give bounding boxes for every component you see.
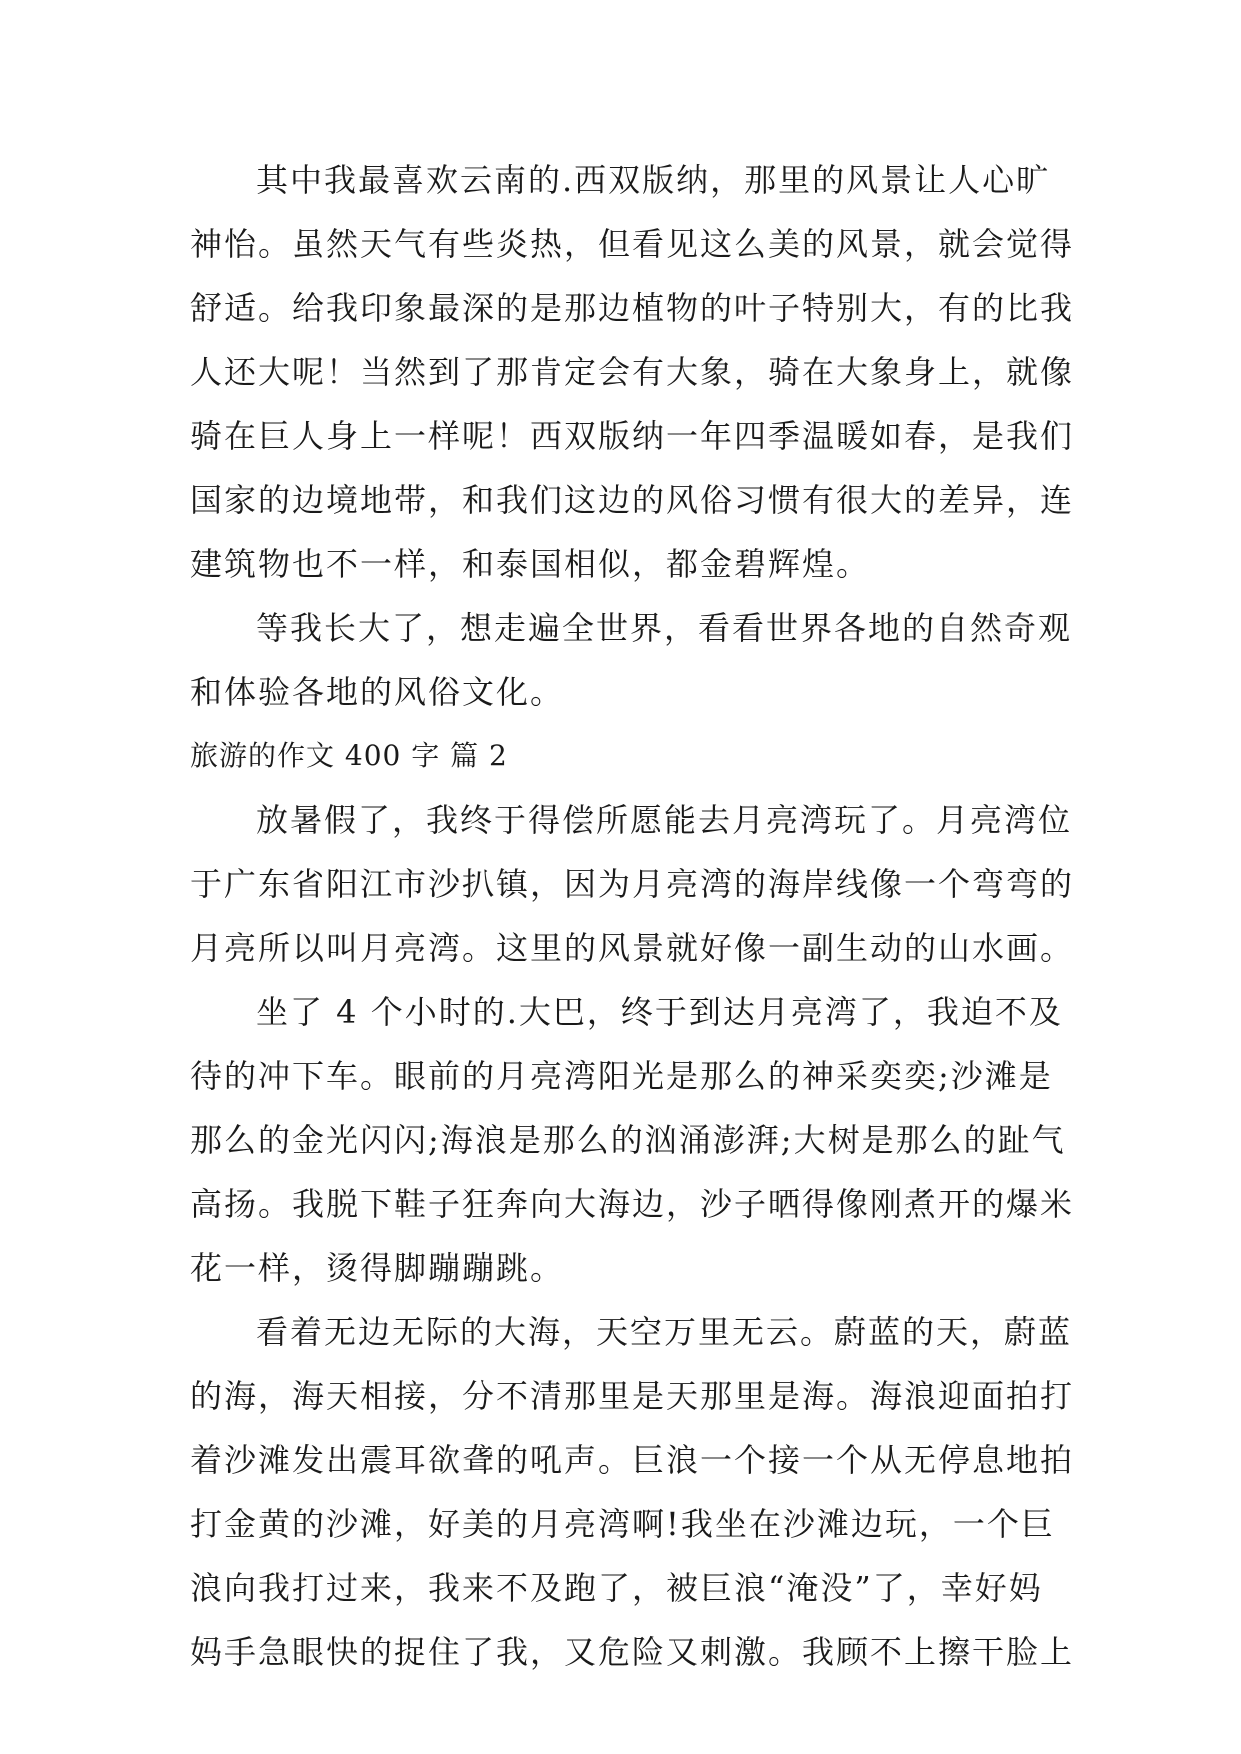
paragraph-line: 人还大呢！当然到了那肯定会有大象，骑在大象身上，就像: [190, 353, 1075, 391]
paragraph-line: 妈手急眼快的捉住了我，又危险又刺激。我顾不上擦干脸上: [190, 1633, 1075, 1671]
paragraph-line: 月亮所以叫月亮湾。这里的风景就好像一副生动的山水画。: [190, 929, 1075, 967]
paragraph-line: 高扬。我脱下鞋子狂奔向大海边，沙子晒得像刚煮开的爆米: [190, 1185, 1075, 1223]
paragraph-line: 打金黄的沙滩，好美的月亮湾啊!我坐在沙滩边玩，一个巨: [190, 1505, 1055, 1543]
paragraph-line: 骑在巨人身上一样呢！西双版纳一年四季温暖如春，是我们: [190, 417, 1075, 455]
paragraph-line: 的海，海天相接，分不清那里是天那里是海。海浪迎面拍打: [190, 1377, 1075, 1415]
paragraph-line: 花一样，烫得脚蹦蹦跳。: [190, 1249, 565, 1287]
paragraph-line: 着沙滩发出震耳欲聋的吼声。巨浪一个接一个从无停息地拍: [190, 1441, 1075, 1479]
paragraph-line: 神怡。虽然天气有些炎热，但看见这么美的风景，就会觉得: [190, 225, 1075, 263]
paragraph-line: 坐了 4 个小时的.大巴，终于到达月亮湾了，我迫不及: [256, 993, 1063, 1031]
paragraph-line: 等我长大了，想走遍全世界，看看世界各地的自然奇观: [256, 609, 1073, 647]
paragraph-line: 其中我最喜欢云南的.西双版纳，那里的风景让人心旷: [256, 161, 1051, 199]
section-heading: 旅游的作文 400 字 篇 2: [190, 739, 508, 772]
paragraph-line: 看着无边无际的大海，天空万里无云。蔚蓝的天，蔚蓝: [256, 1313, 1073, 1351]
document-body: [190, 148, 1075, 1684]
paragraph-line: 建筑物也不一样，和泰国相似，都金碧辉煌。: [190, 545, 871, 583]
paragraph-line: 国家的边境地带，和我们这边的风俗习惯有很大的差异，连: [190, 481, 1075, 519]
paragraph-line: 浪向我打过来，我来不及跑了，被巨浪“淹没”了，幸好妈: [190, 1569, 1043, 1607]
paragraph-line: 待的冲下车。眼前的月亮湾阳光是那么的神采奕奕;沙滩是: [190, 1057, 1053, 1095]
paragraph-line: 那么的金光闪闪;海浪是那么的汹涌澎湃;大树是那么的趾气: [190, 1121, 1066, 1159]
paragraph-line: 于广东省阳江市沙扒镇，因为月亮湾的海岸线像一个弯弯的: [190, 865, 1075, 903]
paragraph-line: 和体验各地的风俗文化。: [190, 673, 565, 711]
paragraph-line: 舒适。给我印象最深的是那边植物的叶子特别大，有的比我: [190, 289, 1075, 327]
paragraph-line: 放暑假了，我终于得偿所愿能去月亮湾玩了。月亮湾位: [256, 801, 1073, 839]
